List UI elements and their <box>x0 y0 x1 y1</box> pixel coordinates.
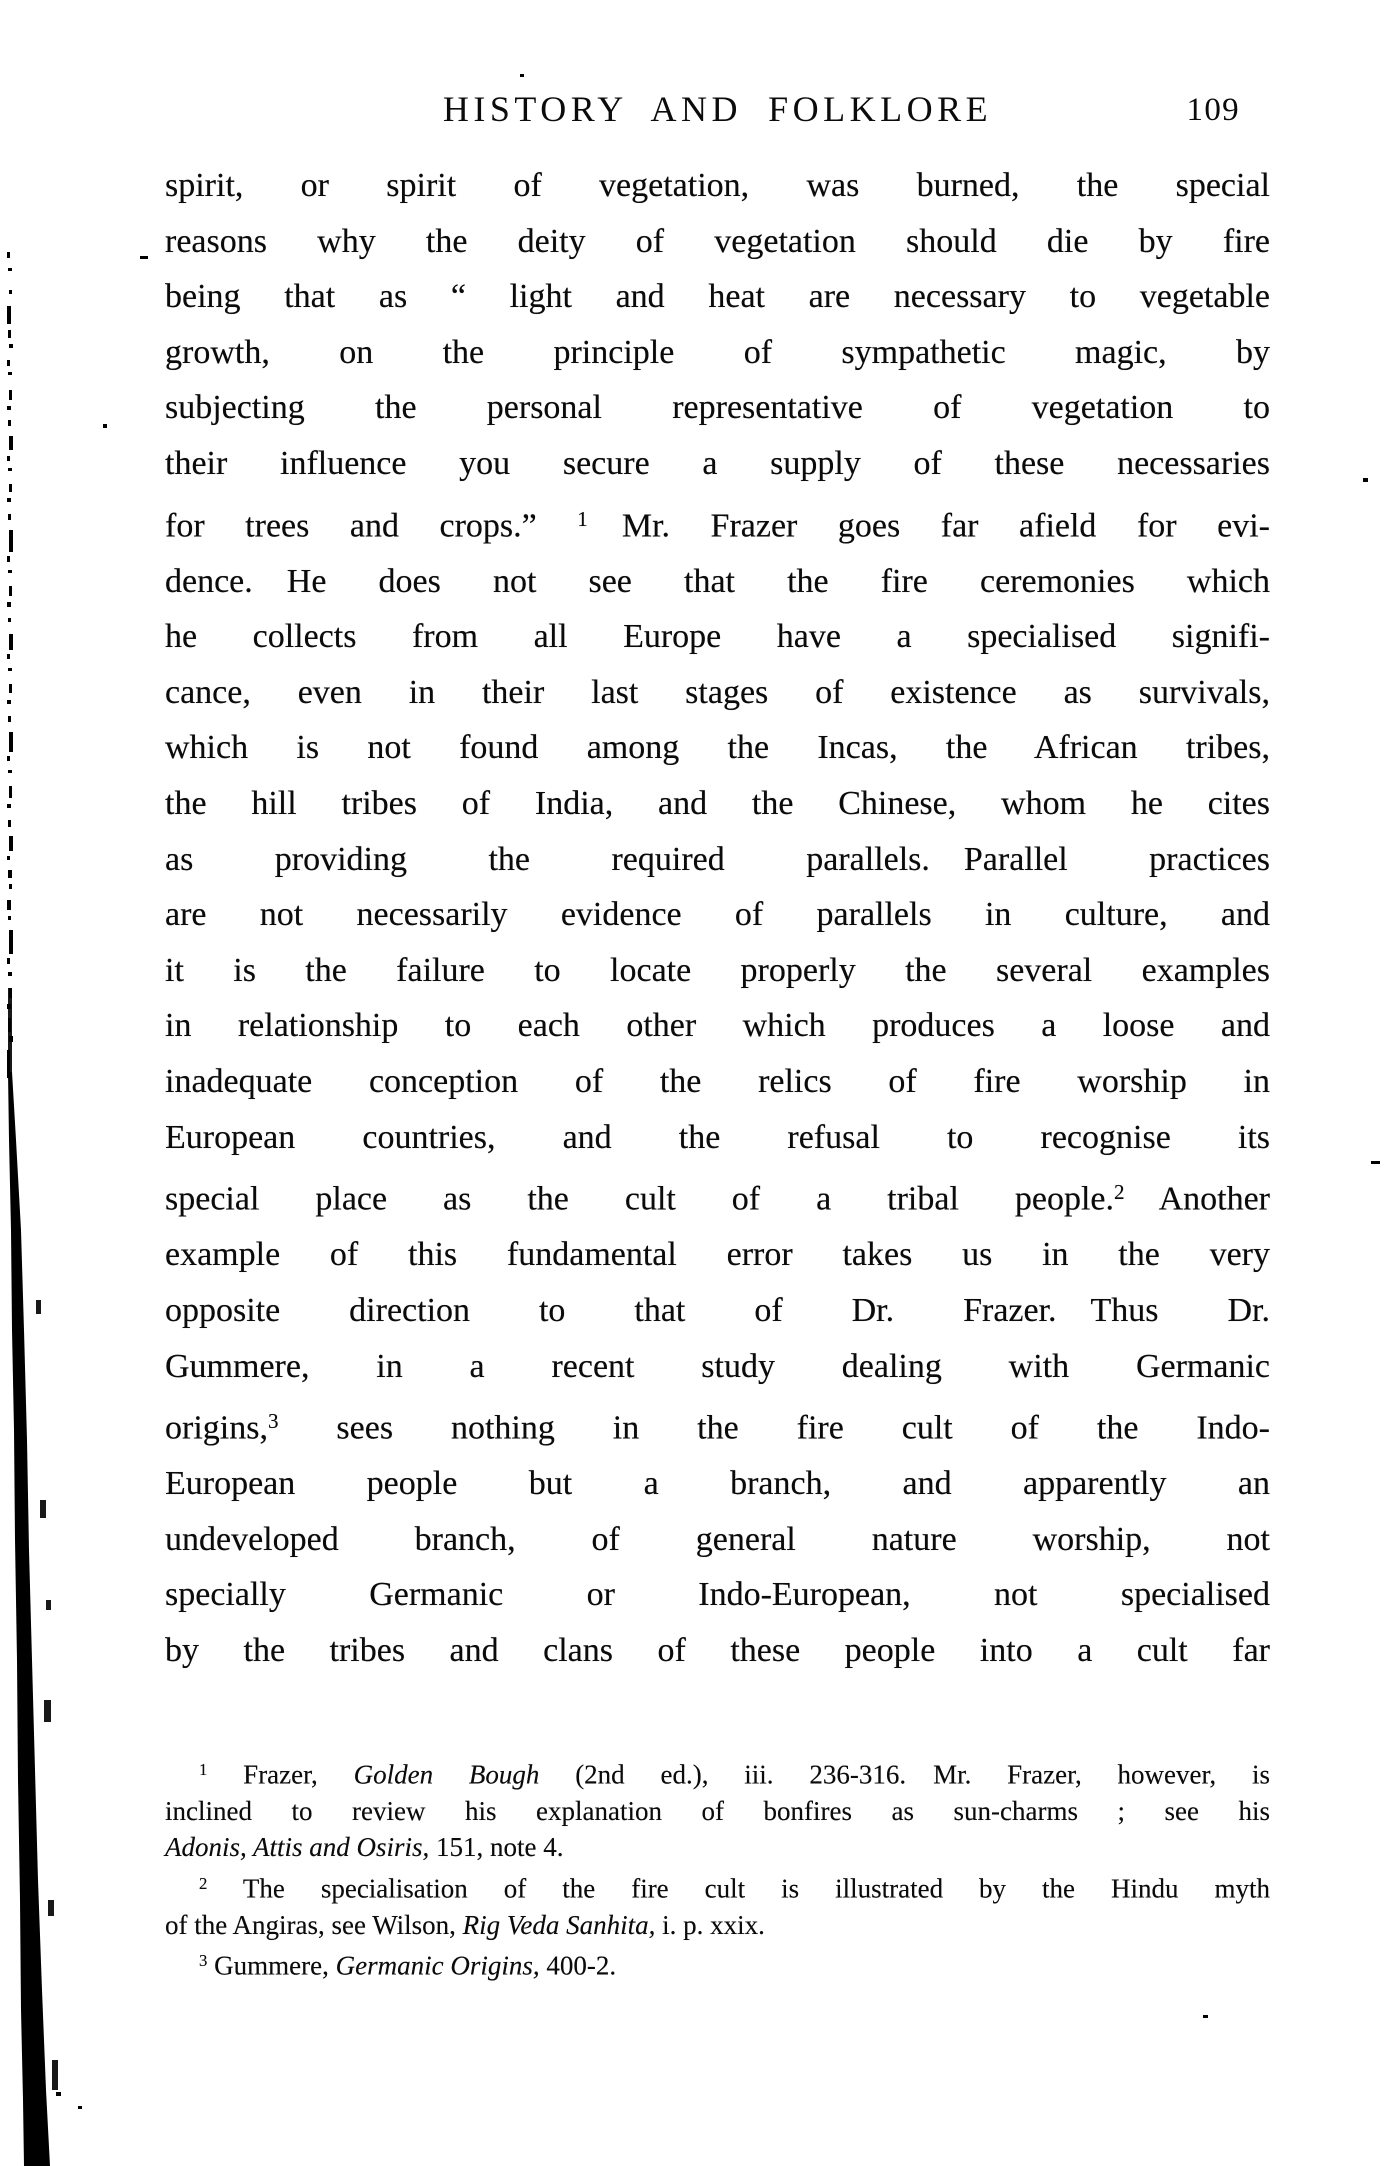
superscript-marker: 2 <box>199 1873 208 1893</box>
body-line <box>165 380 1270 436</box>
text-run: (2nd ed.), iii. 236-316. Mr. Frazer, however, is <box>539 1759 1270 1790</box>
footnotes <box>165 1752 1270 1984</box>
text-run: dence. He does not see that the fire ceremonies which <box>165 562 1270 600</box>
footnote-line <box>165 1866 1270 1907</box>
body-line <box>165 269 1270 325</box>
text-run: their influence you secure a supply of these necessaries <box>165 444 1270 482</box>
body-line <box>165 325 1270 381</box>
text-run: Frazer, <box>207 1759 354 1790</box>
scan-gutter-dashes <box>7 252 13 1078</box>
text-run: for trees and crops.” <box>165 507 578 545</box>
text-run: it is the failure to locate properly the several examples <box>165 951 1270 989</box>
superscript-marker: 2 <box>1114 1180 1125 1205</box>
body-line <box>165 720 1270 776</box>
body-line <box>165 1227 1270 1283</box>
text-run: in relationship to each other which produces a loose and <box>165 1007 1270 1045</box>
body-line <box>165 1567 1270 1623</box>
italic-text-run: Adonis, Attis and Osiris, <box>165 1832 430 1863</box>
body-line <box>165 214 1270 270</box>
body-line <box>165 1456 1270 1512</box>
body-line <box>165 1623 1270 1679</box>
body-line <box>165 887 1270 943</box>
text-run: 151, note 4. <box>429 1832 564 1863</box>
text-run: growth, on the principle of sympathetic magic, by <box>165 333 1270 371</box>
body-line <box>165 943 1270 999</box>
body-line <box>165 776 1270 832</box>
text-run: opposite direction to that of Dr. Frazer. Thus Dr. <box>165 1291 1270 1329</box>
body-line <box>165 998 1270 1054</box>
text-run: are not necessarily evidence of parallels in culture, and <box>165 896 1270 934</box>
text-run: Another <box>1124 1180 1270 1218</box>
text-run: he collects from all Europe have a specialised signifi- <box>165 618 1270 656</box>
text-run: i. p. xxix. <box>655 1909 765 1940</box>
text-run: undeveloped branch, of general nature worship, not <box>165 1520 1270 1558</box>
text-run: by the tribes and clans of these people into a cult far <box>165 1632 1270 1670</box>
body-line <box>165 1110 1270 1166</box>
text-run: Mr. Frazer goes far afield for evi- <box>587 507 1271 545</box>
text-run: example of this fundamental error takes us in the very <box>165 1236 1270 1274</box>
text-run: which is not found among the Incas, the African tribes, <box>165 729 1270 767</box>
superscript-marker: 1 <box>577 506 588 531</box>
italic-text-run: Germanic Origins, <box>335 1950 540 1981</box>
body-line <box>165 665 1270 721</box>
running-header-title: HISTORY AND FOLKLORE <box>442 89 993 129</box>
text-run: 400-2. <box>539 1950 617 1981</box>
body-line <box>165 609 1270 665</box>
text-run: reasons why the deity of vegetation should die by fire <box>165 222 1270 260</box>
body-line <box>165 1339 1270 1395</box>
text-run: The specialisation of the fire cult is illustrated by the Hindu myth <box>207 1873 1270 1904</box>
text-run: spirit, or spirit of vegetation, was burned, the special <box>165 167 1270 204</box>
superscript-marker: 3 <box>199 1951 208 1971</box>
text-run: as providing the required parallels. Parallel practices <box>165 840 1270 878</box>
text-run: Gummere, in a recent study dealing with Germanic <box>165 1347 1270 1385</box>
body-line <box>165 1165 1270 1227</box>
body-line <box>165 554 1270 610</box>
body-text <box>165 158 1270 1679</box>
superscript-marker: 3 <box>267 1409 279 1434</box>
text-run: the hill tribes of India, and the Chinese, whom he cites <box>165 785 1270 823</box>
text-run: special place as the cult of a tribal people. <box>165 1180 1115 1218</box>
text-run: Gummere, <box>207 1950 336 1981</box>
italic-text-run: Golden Bough <box>353 1759 540 1790</box>
text-run: origins, <box>165 1409 268 1447</box>
text-run: cance, even in their last stages of existence as survivals, <box>165 673 1270 711</box>
page-number: 109 <box>1186 92 1240 128</box>
body-line <box>165 436 1270 492</box>
scan-gutter-bar <box>8 1072 50 2166</box>
scan-gutter-noise <box>8 988 58 2090</box>
text-run: inadequate conception of the relics of fire worship in <box>165 1063 1270 1101</box>
body-line <box>165 1394 1270 1456</box>
footnote-line <box>165 1907 1270 1944</box>
text-run: European countries, and the refusal to recognise its <box>165 1118 1270 1156</box>
body-line <box>165 832 1270 888</box>
superscript-marker: 1 <box>199 1760 208 1779</box>
body-line <box>165 158 1270 214</box>
text-run: specially Germanic or Indo-European, not specialised <box>165 1576 1270 1614</box>
body-line <box>165 1512 1270 1568</box>
footnote-line <box>165 1943 1270 1984</box>
text-run: of the Angiras, see Wilson, <box>165 1909 463 1940</box>
footnote-line <box>165 1752 1270 1793</box>
body-line <box>165 1054 1270 1110</box>
footnote-line <box>165 1829 1270 1866</box>
footnote-line <box>165 1793 1270 1830</box>
body-line <box>165 1283 1270 1339</box>
text-run: European people but a branch, and apparently an <box>165 1465 1270 1503</box>
text-run: sees nothing in the fire cult of the Indo- <box>278 1409 1270 1447</box>
body-line <box>165 492 1270 554</box>
text-run: subjecting the personal representative of vegetation to <box>165 389 1270 427</box>
text-run: inclined to review his explanation of bonfires as sun-charms ; see his <box>165 1795 1270 1826</box>
text-run: being that as “ light and heat are necessary to vegetable <box>165 278 1270 316</box>
italic-text-run: Rig Veda Sanhita, <box>462 1909 656 1940</box>
